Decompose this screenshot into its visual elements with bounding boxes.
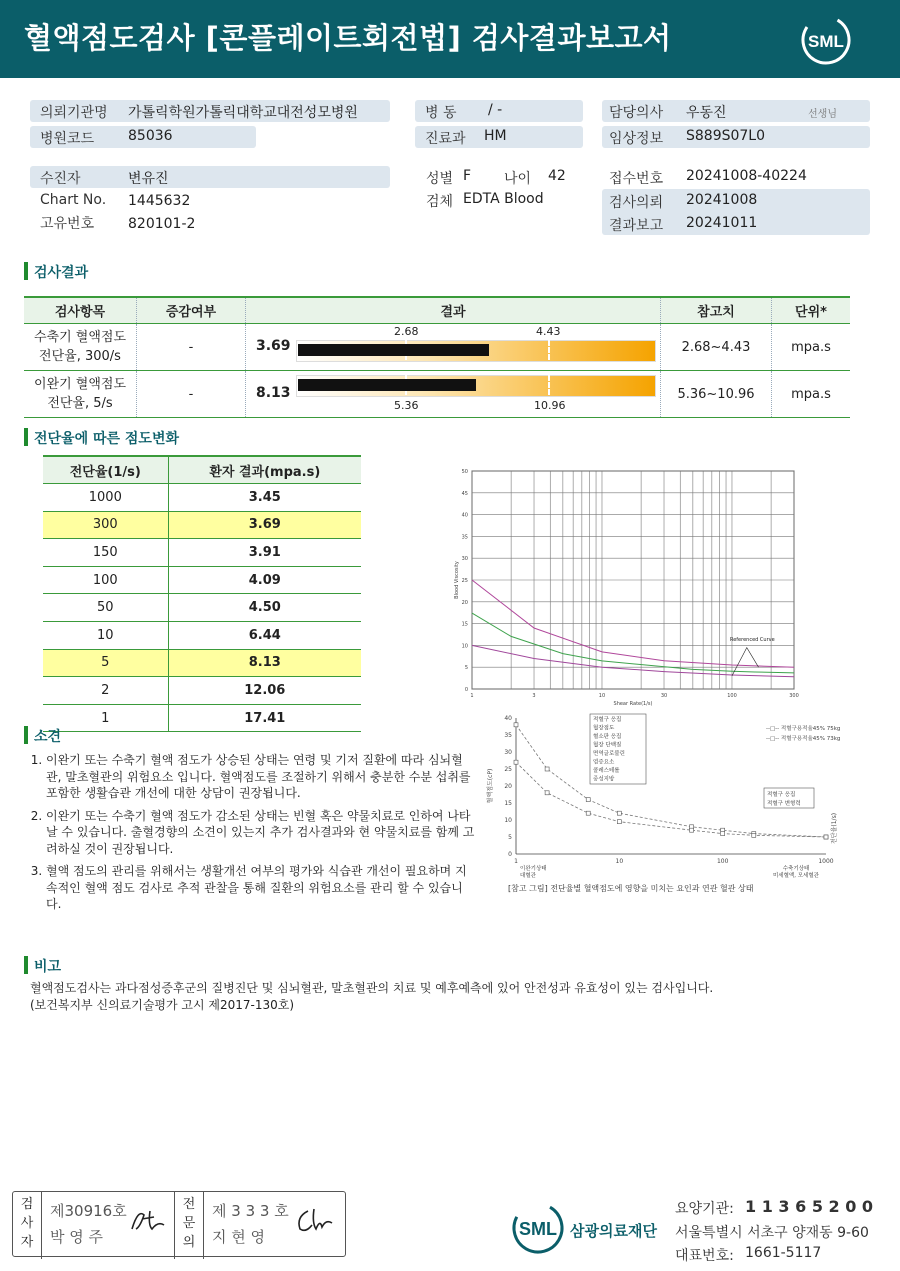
shear-rate: 100 (43, 566, 168, 594)
series-point (514, 760, 518, 764)
examiner-label (13, 1192, 42, 1259)
y-tick-label: 15 (504, 800, 512, 807)
series-point (514, 723, 518, 727)
shear-value: 4.50 (168, 594, 361, 622)
ref-cell: 2.68~4.43 (661, 324, 772, 371)
patient-row (30, 166, 390, 188)
y-tick-label: 25 (461, 578, 468, 584)
item-name: 수축기 혈액점도 (33, 330, 127, 345)
shear-row (43, 539, 361, 567)
specimen-label: 검체 (426, 194, 454, 210)
results-header-row (24, 297, 850, 324)
x-tick-label: 1 (514, 858, 518, 865)
x-right-label: 수축기상태 (782, 866, 810, 872)
result-cell (246, 371, 661, 418)
result-value: 3.69 (256, 338, 291, 354)
shear-value: 17.41 (168, 704, 361, 732)
shear-row (43, 566, 361, 594)
y-tick-label: 25 (504, 766, 512, 773)
doctor-value: 우동진 (686, 105, 727, 121)
shear-row (43, 511, 361, 539)
shear-row (43, 621, 361, 649)
series-point (824, 835, 828, 839)
shear-header: 환자 결과(mpa.s) (168, 456, 361, 484)
institution-value: 가톨릭학원가톨릭대학교대전성모병원 (128, 105, 358, 121)
y-tick-label: 45 (461, 490, 468, 497)
clinical-label: 임상정보 (609, 131, 664, 147)
factor-label: 혈장 단백질 (593, 742, 622, 749)
report-label: 결과보고 (609, 218, 664, 234)
examiner-signature-icon (128, 1205, 168, 1235)
unit-cell: mpa.s (772, 324, 851, 371)
shear-row (43, 677, 361, 705)
specialist-label-char: 문 (182, 1216, 196, 1231)
shear-value: 3.69 (168, 511, 361, 539)
x-tick-label: 1 (470, 693, 474, 699)
y-tick-label: 0 (464, 687, 468, 693)
hospital-code-label: 병원코드 (40, 131, 95, 147)
y-tick-label: 20 (504, 783, 512, 790)
series-point (586, 798, 590, 802)
shear-value: 4.09 (168, 566, 361, 594)
factor-label: 혈장점도 (593, 725, 615, 732)
age-value: 42 (548, 168, 566, 184)
findings-list (24, 752, 476, 919)
unit-cell: mpa.s (772, 371, 851, 418)
item-name: 이완기 혈액점도 (33, 377, 127, 392)
x-tick-label: 30 (660, 693, 668, 699)
legend-entry: --□-- 적혈구용적율45% 75kg (766, 726, 841, 732)
gauge-high-marker (548, 340, 550, 360)
specialist-label (174, 1192, 204, 1259)
page-title: 혈액점도검사 [콘플레이트회전법] 검사결과보고서 (24, 21, 672, 55)
series-point (690, 828, 694, 832)
shear-value: 3.91 (168, 539, 361, 567)
results-header: 결과 (246, 297, 661, 324)
shear-rate: 1000 (43, 484, 168, 512)
factor-label: 혈소판 응집 (593, 734, 622, 740)
institution-code: 1 1 3 6 5 2 0 0 (745, 1197, 874, 1216)
shear-row (43, 594, 361, 622)
y-tick-label: 0 (508, 851, 512, 858)
specialist-label-char: 전 (182, 1197, 196, 1212)
phone-label: 대표번호: (675, 1248, 734, 1264)
y-tick-label: 30 (504, 749, 512, 756)
code-label: 요양기관: (675, 1201, 734, 1217)
examiner-label-char: 검 (20, 1197, 34, 1212)
findings-section-title: 소견 (24, 726, 61, 746)
viscosity-chart (450, 465, 800, 710)
item-sub: 전단율, 300/s (39, 349, 121, 364)
specimen-value: EDTA Blood (463, 191, 544, 207)
receipt-value: 20241008-40224 (686, 168, 807, 184)
series-point (586, 811, 590, 815)
examiner-label-char: 사 (20, 1216, 34, 1231)
shear-header: 전단율(1/s) (43, 456, 168, 484)
remarks-line: (보건복지부 신의료기술평가 고시 제2017-130호) (30, 998, 295, 1012)
results-header: 참고치 (661, 297, 772, 324)
uid-value: 820101-2 (128, 216, 196, 232)
shear-value: 3.45 (168, 484, 361, 512)
shear-row (43, 649, 361, 677)
shear-rate: 5 (43, 649, 168, 677)
y-tick-label: 20 (461, 599, 468, 606)
x-tick-label: 100 (727, 693, 737, 699)
reference-chart (480, 710, 850, 905)
specialist-signature-icon (294, 1205, 338, 1237)
result-bar (298, 344, 489, 356)
series-point (617, 820, 621, 824)
y-axis-label: 혈액점도(cP) (487, 768, 494, 804)
series-point (617, 811, 621, 815)
shear-row (43, 484, 361, 512)
chart-value: 1445632 (128, 193, 191, 209)
remarks-section-title: 비고 (24, 956, 61, 976)
doctor-label: 담당의사 (609, 105, 664, 121)
doctor-suffix: 선생님 (808, 109, 837, 120)
ref-low-label: 5.36 (394, 399, 419, 412)
sml-org-logo-icon (510, 1200, 570, 1256)
x-tick-label: 10 (598, 693, 606, 699)
y-axis-label: Blood Viscosity (454, 561, 460, 599)
y-tick-label: 40 (461, 512, 468, 519)
finding-item: 3. 혈액 점도의 관리를 위해서는 생활개선 여부의 평가와 식습관 개선이 필요하며 지속적인 혈액 점도 검사로 추적 관찰을 통해 질환의 위험요소를 관리 할 수 있습니다. (46, 863, 476, 913)
y-tick-label: 5 (464, 665, 468, 672)
results-table (24, 296, 850, 418)
shear-rate: 50 (43, 594, 168, 622)
shear-value: 6.44 (168, 621, 361, 649)
x-tick-label: 100 (716, 858, 729, 865)
x-tick-label: 1000 (818, 858, 834, 865)
factor-label: 면역글로불린 (593, 751, 625, 757)
shear-rate: 2 (43, 677, 168, 705)
series-point (545, 791, 549, 795)
ward-label: 병 동 (425, 105, 457, 121)
specialist-label-char: 의 (182, 1235, 196, 1250)
shear-section-title: 전단율에 따른 점도변화 (24, 428, 179, 448)
y-tick-label: 5 (508, 834, 512, 841)
receipt-label: 접수번호 (609, 171, 664, 187)
ref-high-label: 4.43 (536, 325, 561, 338)
request-label: 검사의뢰 (609, 195, 664, 211)
patient-value: 변유진 (128, 171, 169, 187)
factor-label: 염증요소 (593, 759, 615, 766)
item-sub: 전단율, 5/s (47, 396, 113, 411)
factor-label: 적혈구 응집 (767, 792, 796, 798)
series-point (545, 767, 549, 771)
examiner-name: 박 영 주 (50, 1228, 104, 1246)
y-tick-label: 40 (504, 715, 512, 722)
y-tick-label: 50 (461, 469, 468, 475)
legend-entry: --□-- 적혈구용적율45% 73kg (766, 736, 841, 742)
results-row (24, 371, 850, 418)
ward-value: / - (488, 102, 503, 118)
sex-value: F (463, 168, 472, 184)
y-tick-label: 30 (461, 556, 468, 563)
shear-value: 12.06 (168, 677, 361, 705)
figure-caption: [참고 그림] 전단율별 혈액점도에 영향을 미치는 요인과 연관 혈관 상태 (508, 884, 754, 893)
annotation-label: Referenced Curve (729, 637, 775, 644)
result-cell (246, 324, 661, 371)
results-section-title: 검사결과 (24, 262, 88, 282)
shear-row (43, 704, 361, 732)
examiner-license: 제30916호 (50, 1202, 127, 1220)
gauge-high-marker (548, 375, 550, 395)
x-tick-label: 300 (789, 693, 799, 699)
x-right-label: 미세혈액, 모세혈관 (772, 873, 820, 879)
x-tick-label: 10 (615, 858, 624, 865)
result-value: 8.13 (256, 385, 291, 401)
org-name: 삼광의료재단 (570, 1222, 657, 1240)
age-label: 나이 (504, 171, 532, 187)
remarks-line: 혈액점도검사는 과다점성증후군의 질병진단 및 심뇌혈관, 말초혈관의 치료 및 예후예측에 있어 안전성과 유효성이 있는 검사입니다. (30, 981, 714, 995)
sml-logo-icon (800, 14, 852, 66)
shear-header-row (43, 456, 361, 484)
y-tick-label: 35 (504, 732, 512, 739)
ref-high-label: 10.96 (534, 399, 566, 412)
report-value: 20241011 (686, 215, 758, 231)
y-tick-label: 35 (461, 534, 468, 541)
patient-label: 수진자 (40, 171, 81, 187)
result-bar (298, 379, 476, 391)
examiner-label-char: 자 (20, 1235, 34, 1250)
institution-label: 의뢰기관명 (40, 105, 108, 121)
dept-label: 진료과 (425, 131, 466, 147)
clinical-value: S889S07L0 (686, 128, 766, 144)
sex-label: 성별 (426, 171, 454, 187)
factor-label: 콜레스테롤 (593, 768, 620, 774)
phone: 1661-5117 (745, 1245, 822, 1261)
ref-cell: 5.36~10.96 (661, 371, 772, 418)
series-point (721, 832, 725, 836)
x-left-label: 이완기상태 (520, 866, 547, 872)
shear-table (43, 455, 361, 732)
remarks-text (30, 980, 890, 1014)
uid-label: 고유번호 (40, 216, 95, 232)
shear-rate: 10 (43, 621, 168, 649)
results-header: 검사항목 (24, 297, 137, 324)
finding-item: 1. 이완기 또는 수축기 혈액 점도가 상승된 상태는 연령 및 기저 질환에 따라 심뇌혈관, 말초혈관의 위험요소 입니다. 혈액점도를 조절하기 위해서 충분한 수분 섭취를 포함한 생활습관 개선에 대한 상담이 권장됩니다. (46, 752, 476, 802)
request-value: 20241008 (686, 192, 758, 208)
address: 서울특별시 서초구 양재동 9-60 (675, 1225, 869, 1241)
factor-label: 적혈구 변형력 (767, 801, 801, 807)
org-logo-text: SML (519, 1219, 557, 1239)
specialist-license: 제 3 3 3 호 (212, 1202, 289, 1220)
x-axis-label: Shear Rate(1/s) (613, 701, 653, 707)
dept-value: HM (484, 128, 507, 144)
shear-value: 8.13 (168, 649, 361, 677)
factor-label: 적혈구 응집 (593, 717, 622, 723)
shear-rate: 1 (43, 704, 168, 732)
results-row (24, 324, 850, 371)
shear-rate: 300 (43, 511, 168, 539)
logo-text: SML (808, 32, 844, 51)
y-tick-label: 10 (504, 817, 512, 824)
results-header: 증감여부 (137, 297, 246, 324)
series-point (752, 833, 756, 837)
finding-item: 2. 이완기 또는 수축기 혈액 점도가 감소된 상태는 빈혈 혹은 약물치료로 인하여 나타날 수 있습니다. 출혈경향의 소견이 있는지 추가 검사결과와 현 약물치료를 함께 고려하실 것이 권장됩니다. (46, 808, 476, 858)
ref-low-label: 2.68 (394, 325, 419, 338)
y-tick-label: 15 (461, 621, 468, 628)
specialist-name: 지 현 영 (212, 1228, 266, 1246)
change-cell: - (137, 371, 246, 418)
x-left-label: 대혈관 (520, 873, 536, 879)
factor-label: 중성지방 (593, 776, 615, 783)
right-axis-label: 전단율(1/s) (831, 812, 838, 844)
x-tick-label: 3 (532, 693, 536, 699)
shear-rate: 150 (43, 539, 168, 567)
chart-label: Chart No. (40, 192, 107, 208)
results-header: 단위* (772, 297, 851, 324)
y-tick-label: 10 (461, 643, 468, 650)
change-cell: - (137, 324, 246, 371)
hospital-code-value: 85036 (128, 128, 173, 144)
